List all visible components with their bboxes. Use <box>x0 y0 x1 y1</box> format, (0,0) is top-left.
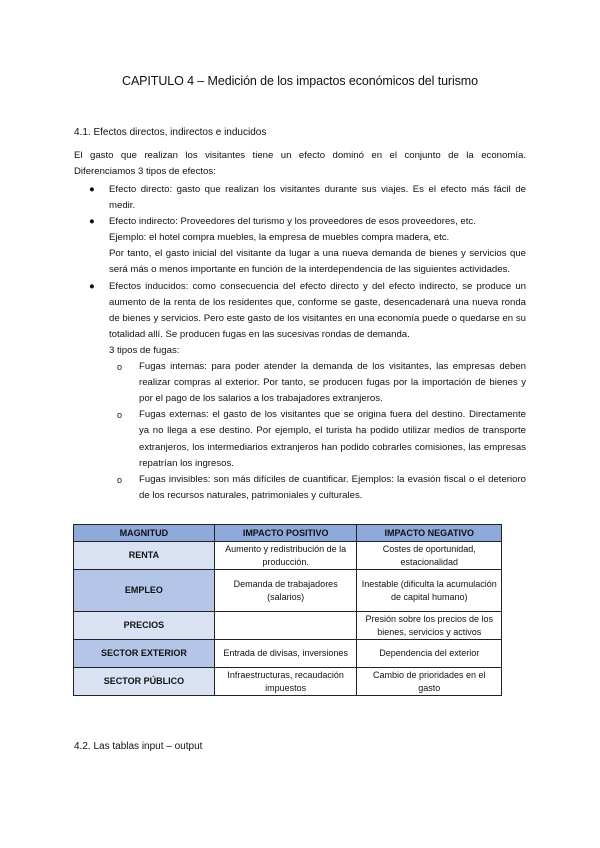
list-item-efecto-directo <box>74 182 526 214</box>
section-heading-4-2: 4.2. Las tablas input – output <box>74 741 203 752</box>
table-cell-positivo <box>214 612 357 640</box>
table-header-cell: IMPACTO NEGATIVO <box>357 525 502 542</box>
table-cell-negativo: Presión sobre los precios de los bienes, servicios y activos <box>357 612 502 640</box>
fuga-text: Fugas invisibles: son más difíciles de cuantificar. Ejemplos: la evasión fiscal o el deterioro de los recursos naturales, patrimoniales y culturales. <box>139 473 526 501</box>
table-row <box>74 612 502 640</box>
intro-line: Diferenciamos 3 tipos de efectos: <box>74 166 216 178</box>
intro-paragraph <box>74 148 526 180</box>
list-item-extra: Por tanto, el gasto inicial del visitante da lugar a una nueva demanda de bienes y servicios que será más o menos importante en función de la interdependencia de las siguientes actividades. <box>109 248 526 276</box>
circle-bullet-icon: o <box>117 410 123 421</box>
section-heading-4-1: 4.1. Efectos directos, indirectos e inducidos <box>74 127 267 138</box>
table-cell-magnitud: EMPLEO <box>74 570 215 612</box>
bullet-icon: ● <box>89 280 95 292</box>
table-row <box>74 542 502 570</box>
impacts-table <box>73 524 502 696</box>
list-item-fuga <box>109 472 526 504</box>
table-cell-negativo: Cambio de prioridades en el gasto <box>357 668 502 696</box>
table-cell-positivo: Aumento y redistribución de la producción. <box>214 542 357 570</box>
list-item-efectos-inducidos <box>74 279 526 504</box>
fuga-text: Fugas internas: para poder atender la demanda de los visitantes, las empresas deben realizar compras al exterior. Por tanto, se producen fugas por la importación de bienes y por el pago de los salarios a los trabajadores extranjeros. <box>139 361 526 405</box>
table-cell-positivo: Infraestructuras, recaudación impuestos <box>214 668 357 696</box>
effects-list <box>74 182 526 504</box>
table-cell-magnitud: PRECIOS <box>74 612 215 640</box>
table-row <box>74 668 502 696</box>
table-header-row <box>74 525 502 542</box>
table-cell-magnitud: RENTA <box>74 542 215 570</box>
list-item-text: Efecto indirecto: Proveedores del turismo y los proveedores de esos proveedores, etc. <box>109 216 476 228</box>
table-cell-magnitud: SECTOR EXTERIOR <box>74 640 215 668</box>
fugas-list <box>109 359 526 504</box>
bullet-icon: ● <box>89 216 95 228</box>
table-header-cell: IMPACTO POSITIVO <box>214 525 357 542</box>
table-row <box>74 570 502 612</box>
list-item-efecto-indirecto <box>74 214 526 278</box>
table-cell-positivo: Demanda de trabajadores (salarios) <box>214 570 357 612</box>
table-cell-negativo: Dependencia del exterior <box>357 640 502 668</box>
list-item-fuga <box>109 359 526 407</box>
table-cell-magnitud: SECTOR PÚBLICO <box>74 668 215 696</box>
circle-bullet-icon: o <box>117 474 123 485</box>
table-cell-negativo: Inestable (dificulta la acumulación de capital humano) <box>357 570 502 612</box>
table-header-cell: MAGNITUD <box>74 525 215 542</box>
list-item-fuga <box>109 407 526 471</box>
fuga-text: Fugas externas: el gasto de los visitantes que se origina fuera del destino. Directamente ya no llega a ese destino. Por ejemplo, el turista ha podido utilizar medios de transporte extranjeros, los intermediarios extranjeros han podido cobrarles comisiones, las empresas repatrían los ingresos. <box>139 409 526 469</box>
table-cell-negativo: Costes de oportunidad, estacionalidad <box>357 542 502 570</box>
page-title: CAPITULO 4 – Medición de los impactos económicos del turismo <box>122 74 478 88</box>
intro-line: El gasto que realizan los visitantes tiene un efecto dominó en el conjunto de la economía. <box>74 150 526 161</box>
list-item-example: Ejemplo: el hotel compra muebles, la empresa de muebles compra madera, etc. <box>109 232 450 244</box>
fugas-intro: 3 tipos de fugas: <box>109 344 180 356</box>
circle-bullet-icon: o <box>117 362 123 373</box>
list-item-text: Efectos inducidos: como consecuencia del efecto directo y del efecto indirecto, se produce un aumento de la renta de los residentes que, conforme se gaste, desencadenará una nueva ronda de bienes y servicios. Pero este gasto de los visitantes en una economía puede o quedarse en su totalidad allí. Se producen fugas en las sucesivas rondas de demanda. <box>109 280 526 340</box>
table-cell-positivo: Entrada de divisas, inversiones <box>214 640 357 668</box>
table-row <box>74 640 502 668</box>
bullet-icon: ● <box>89 184 95 195</box>
list-item-text: Efecto directo: gasto que realizan los visitantes durante sus viajes. Es el efecto más fácil de medir. <box>109 184 526 212</box>
